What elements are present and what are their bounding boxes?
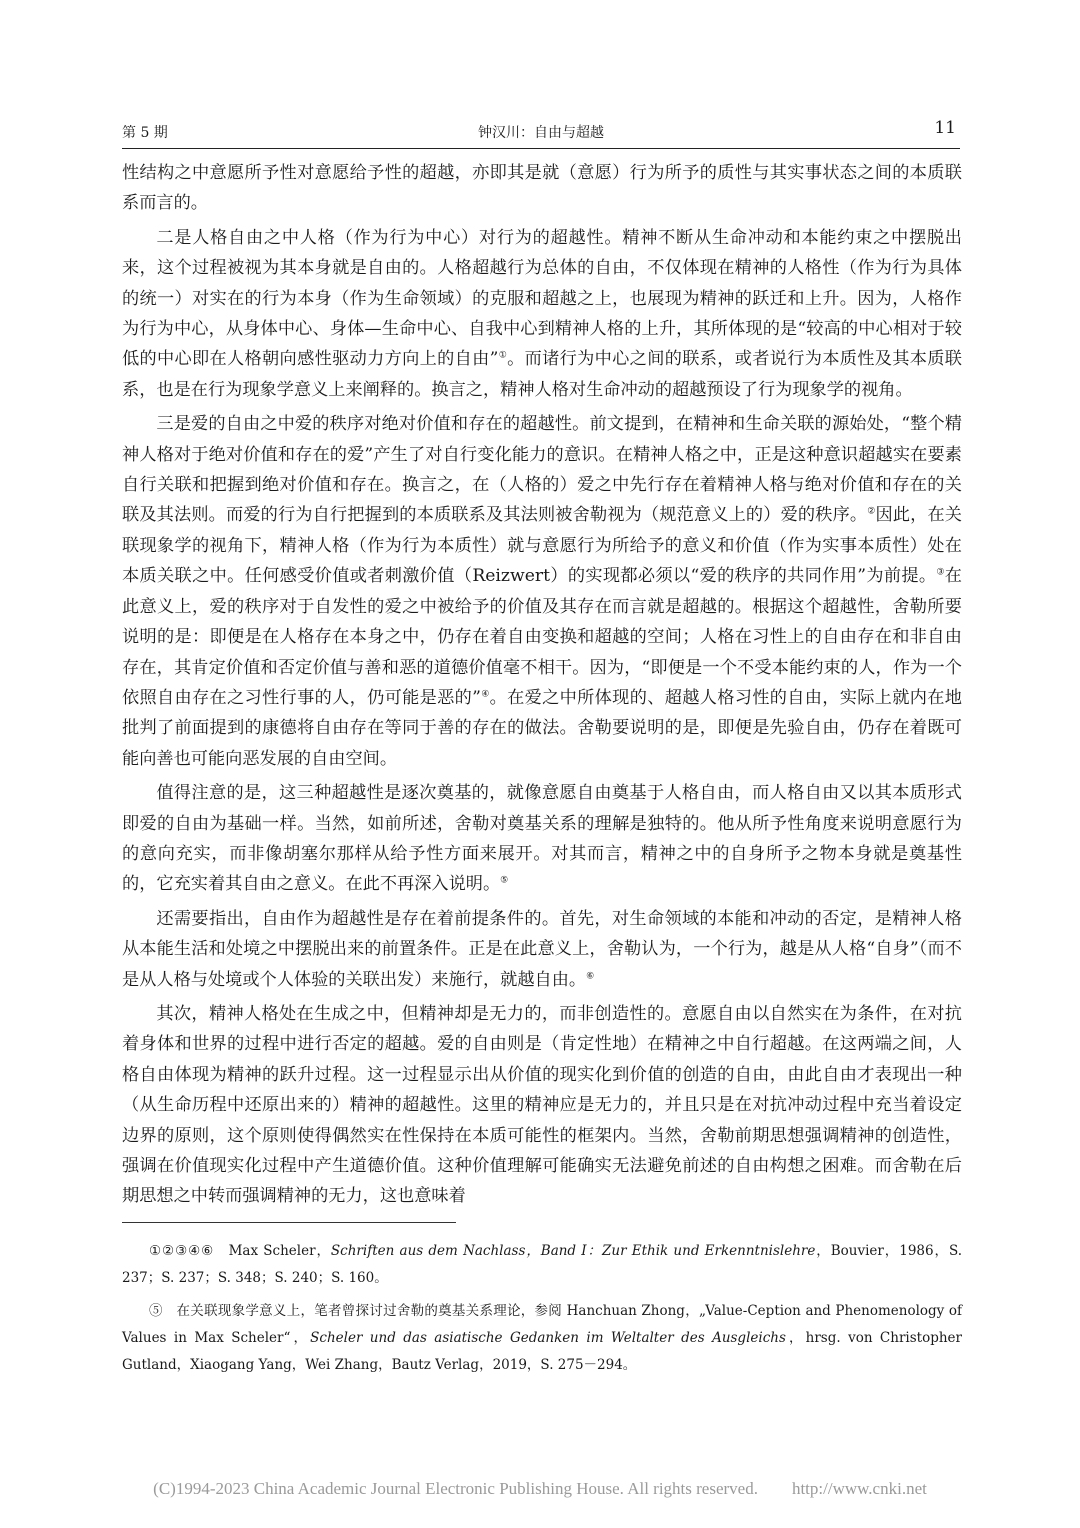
italic-title: Scheler und das asiatische Gedanken im Weltalter des Ausgleichs (310, 1330, 786, 1346)
paragraph (122, 409, 962, 774)
footnote-ref: ② (867, 506, 876, 517)
text-run: ，Bouvier，1986，S. 237；S. 237；S. 348；S. 240；S. 160。 (122, 1243, 963, 1286)
footnote-ref: ⑤ (500, 875, 509, 886)
text-run: ，hrsg. von Christopher Gutland，Xiaogang Yang，Wei Zhang，Bautz Verlag，2019，S. 275－294。 (122, 1330, 962, 1373)
running-title: 钟汉川：自由与超越 (478, 125, 604, 141)
text-run: 因此，在关联现象学的视角下，精神人格（作为行为本质性）就与意愿行为所给予的意义和价值（作为实事本质性）处在本质关联之中。任何感受价值或者刺激价值（Reizwert）的实现都必须以“爱的秩序的共同作用”为前提。 (122, 505, 962, 587)
text-run: 其次，精神人格处在生成之中，但精神却是无力的，而非创造性的。意愿自由以自然实在为条件，在对抗着身体和世界的过程中进行否定的超越。爱的自由则是（肯定性地）在精神之中自行超越。在这两端之间，人格自由体现为精神的跃升过程。这一过程显示出从价值的现实化到价值的创造的自由，由此自由才表现出一种（从生命历程中还原出来的）精神的超越性。这里的精神应是无力的，并且只是在对抗冲动过程中充当着设定边界的原则，这个原则使得偶然实在性保持在本质可能性的框架内。当然，舍勒前期思想强调精神的创造性，强调在价值现实化过程中产生道德价值。这种价值理解可能确实无法避免前述的自由构想之困难。而舍勒在后期思想之中转而强调精神的无力，这也意味着 (122, 1003, 962, 1207)
paragraph (122, 778, 962, 900)
running-header (122, 116, 960, 146)
copyright-notice: (C)1994-2023 China Academic Journal Electronic Publishing House. All rights reserved. http://www.cnki.net (153, 1479, 927, 1498)
text-run: 在此意义上，爱的秩序对于自发性的爱之中被给予的价值及其存在而言就是超越的。根据这个超越性，舍勒所要说明的是：即便是在人格存在本身之中，仍存在着自由变换和超越的空间；人格在习性上的自由存在和非自由存在，其肯定价值和否定价值与善和恶的道德价值毫不相干。因为，“即便是一个不受本能约束的人，作为一个依照自由存在之习性行事的人，仍可能是恶的” (122, 566, 962, 708)
body-text (122, 158, 962, 1216)
text-run: 还需要指出，自由作为超越性是存在着前提条件的。首先，对生命领域的本能和冲动的否定，是精神人格从本能生活和处境之中摆脱出来的前置条件。正是在此意义上，舍勒认为，一个行为，越是从人格“自身”（而不是从人格与处境或个人体验的关联出发）来施行，就越自由。 (122, 908, 962, 990)
text-run: 三是爱的自由之中爱的秩序对绝对价值和存在的超越性。前文提到，在精神和生命关联的源始处，“整个精神人格对于绝对价值和存在的爱”产生了对自行变化能力的意识。在精神人格之中，正是这种意识超越实在要素自行关联和把握到绝对价值和存在。换言之，在（人格的）爱之中先行存在着精神人格与绝对价值和存在的关联及其法则。而爱的行为自行把握到的本质联系及其法则被舍勒视为（规范意义上的）爱的秩序。 (122, 414, 962, 526)
footnote-ref: ⑥ (586, 970, 595, 981)
text-run: 。在爱之中所体现的、超越人格习性的自由，实际上就内在地批判了前面提到的康德将自由存在等同于善的存在的做法。舍勒要说明的是，即便是先验自由，仍存在着既可能向善也可能向恶发展的自由空间。 (122, 687, 962, 769)
text-run: 性结构之中意愿所予性对意愿给予性的超越，亦即其是就（意愿）行为所予的质性与其实事状态之间的本质联系而言的。 (122, 163, 962, 214)
text-run: ⑤ 在关联现象学意义上，笔者曾探讨过舍勒的奠基关系理论，参阅 Hanchuan Zhong，„Value-Ception and Phenomenology of Values in Max Scheler“， (122, 1303, 962, 1346)
paragraph (122, 904, 962, 995)
footnote-ref: ① (498, 350, 508, 361)
issue-label: 第 5 期 (122, 125, 168, 141)
paragraph (122, 223, 962, 405)
paragraph (122, 158, 962, 219)
footnote-rule (122, 1222, 456, 1223)
footnote (122, 1298, 962, 1379)
footnote (122, 1238, 962, 1292)
footnote-ref: ③ (936, 567, 945, 578)
italic-title: Schriften aus dem Nachlass，Band I：Zur Ethik und Erkenntnislehre (330, 1243, 816, 1259)
footnote-ref: ④ (480, 689, 490, 700)
text-run: 值得注意的是，这三种超越性是逐次奠基的，就像意愿自由奠基于人格自由，而人格自由又以其本质形式即爱的自由为基础一样。当然，如前所述，舍勒对奠基关系的理解是独特的。他从所予性角度来说明意愿行为的意向充实，而非像胡塞尔那样从给予性方面来展开。对其而言，精神之中的自身所予之物本身就是奠基性的，它充实着其自由之意义。在此不再深入说明。 (122, 783, 962, 895)
footnotes (122, 1238, 962, 1385)
header-rule (122, 148, 960, 149)
text-run: 。而诸行为中心之间的联系，或者说行为本质性及其本质联系，也是在行为现象学意义上来阐释的。换言之，精神人格对生命冲动的超越预设了行为现象学的视角。 (122, 349, 962, 400)
text-run: ①②③④⑥ Max Scheler， (149, 1243, 331, 1259)
text-run: 二是人格自由之中人格（作为行为中心）对行为的超越性。精神不断从生命冲动和本能约束之中摆脱出来，这个过程被视为其本身就是自由的。人格超越行为总体的自由，不仅体现在精神的人格性（作为行为具体的统一）对实在的行为本身（作为生命领域）的克服和超越之上，也展现为精神的跃迁和上升。因为，人格作为行为中心，从身体中心、身体—生命中心、自我中心到精神人格的上升，其所体现的是“较高的中心相对于较低的中心即在人格朝向感性驱动力方向上的自由” (122, 227, 962, 370)
paragraph (122, 999, 962, 1212)
page-number: 11 (934, 118, 956, 138)
